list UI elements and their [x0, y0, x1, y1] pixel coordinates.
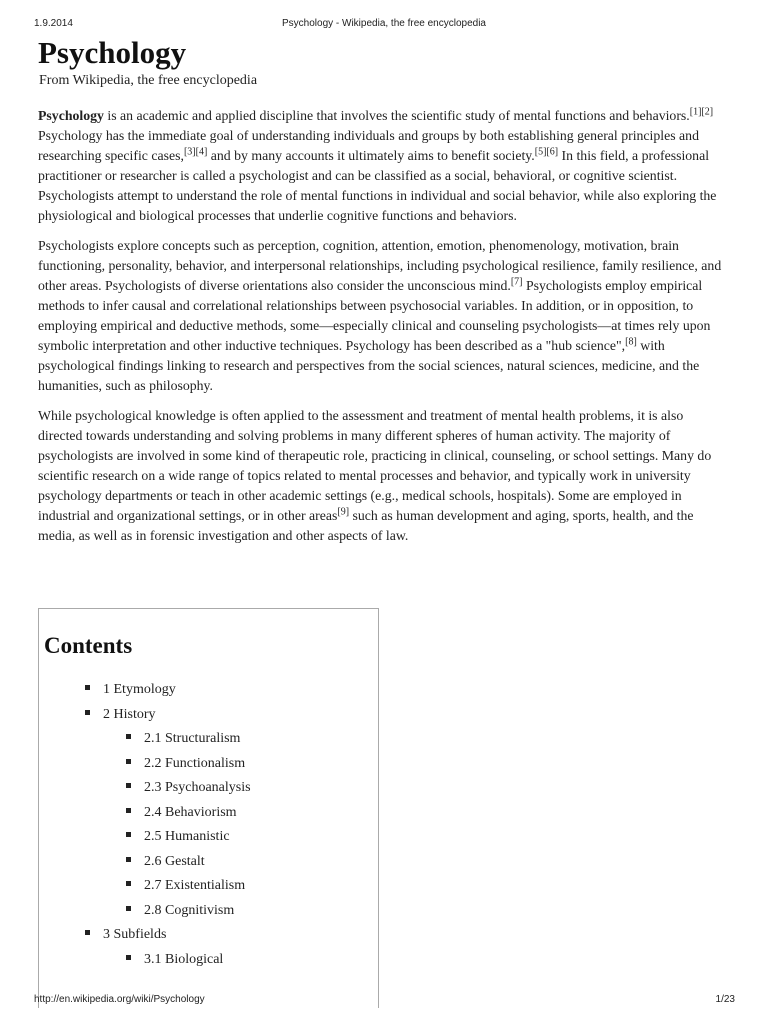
- print-page-number: 1/23: [715, 994, 735, 1005]
- page-tagline: From Wikipedia, the free encyclopedia: [39, 73, 258, 88]
- citation-link[interactable]: [9]: [337, 506, 350, 518]
- bullet-icon: [85, 710, 90, 715]
- toc-item-etymology[interactable]: 1 Etymology: [39, 678, 378, 703]
- table-of-contents: [38, 608, 379, 1008]
- bullet-icon: [126, 808, 131, 813]
- toc-item-existentialism[interactable]: 2.7 Existentialism: [39, 874, 378, 899]
- bullet-icon: [126, 955, 131, 960]
- citation-link[interactable]: [3][4]: [183, 146, 208, 158]
- bullet-icon: [126, 857, 131, 862]
- toc-item-history[interactable]: 2 History: [39, 703, 378, 728]
- bullet-icon: [126, 759, 131, 764]
- citation-link[interactable]: [7]: [510, 276, 523, 288]
- toc-item-biological[interactable]: 3.1 Biological: [39, 948, 378, 973]
- citation-link[interactable]: [1][2]: [689, 106, 714, 118]
- intro-paragraph-2: Psychologists explore concepts such as perception, cognition, attention, emotion, phenomenology, motivation, brain functioning, personality, behavior, and interpersonal relationships, including psychological resilience, family resilience, and other areas. Psychologists of diverse orientations also consider the unconscious mind.[7] Psychologists employ empirical methods to infer causal and correlational relationships between psychosocial variables. In addition, or in opposition, to employing empirical and deductive methods, some—especially clinical and counseling psychologists—at times rely upon symbolic interpretation and other inductive techniques. Psychology has been described as a "hub science",[8] with psychological findings linking to research and perspectives from the social sciences, natural sciences, medicine, and the humanities, such as philosophy.: [38, 238, 722, 393]
- bullet-icon: [85, 685, 90, 690]
- toc-list: [39, 678, 378, 972]
- bullet-icon: [126, 881, 131, 886]
- bullet-icon: [126, 734, 131, 739]
- toc-item-cognitivism[interactable]: 2.8 Cognitivism: [39, 899, 378, 924]
- toc-item-humanistic[interactable]: 2.5 Humanistic: [39, 825, 378, 850]
- page-title: Psychology: [38, 35, 187, 70]
- print-footer: [0, 994, 768, 1010]
- print-date: 1.9.2014: [34, 18, 73, 29]
- print-header: [0, 18, 768, 34]
- toc-item-subfields[interactable]: 3 Subfields: [39, 923, 378, 948]
- bold-term: Psychology: [38, 108, 104, 123]
- citation-link[interactable]: [5][6]: [534, 146, 559, 158]
- toc-title: Contents: [44, 633, 133, 658]
- toc-item-functionalism[interactable]: 2.2 Functionalism: [39, 752, 378, 777]
- bullet-icon: [126, 783, 131, 788]
- bullet-icon: [126, 906, 131, 911]
- print-page-title: Psychology - Wikipedia, the free encyclopedia: [282, 18, 486, 29]
- bullet-icon: [85, 930, 90, 935]
- intro-paragraph-3: While psychological knowledge is often applied to the assessment and treatment of mental health problems, it is also directed towards understanding and solving problems in many different spheres of human activity. The majority of psychologists are involved in some kind of therapeutic role, practicing in clinical, counseling, or school settings. Many do scientific research on a wide range of topics related to mental processes and behavior, and typically work in university psychology departments or teach in other academic settings (e.g., medical schools, hospitals). Some are employed in industrial and organizational settings, or in other areas[9] such as human development and aging, sports, health, and the media, as well as in forensic investigation and other aspects of law.: [38, 408, 712, 543]
- citation-link[interactable]: [8]: [625, 336, 637, 348]
- toc-item-psychoanalysis[interactable]: 2.3 Psychoanalysis: [39, 776, 378, 801]
- article-content: [38, 34, 730, 556]
- toc-item-structuralism[interactable]: 2.1 Structuralism: [39, 727, 378, 752]
- toc-item-gestalt[interactable]: 2.6 Gestalt: [39, 850, 378, 875]
- print-url: http://en.wikipedia.org/wiki/Psychology: [34, 994, 205, 1005]
- bullet-icon: [126, 832, 131, 837]
- intro-paragraph-1: Psychology is an academic and applied discipline that involves the scientific study of mental functions and behaviors.[1][2] Psychology has the immediate goal of understanding individuals and groups by both establishing general principles and researching specific cases,[3][4] and by many accounts it ultimately aims to benefit society.[5][6] In this field, a professional practitioner or researcher is called a psychologist and can be classified as a social, behavioral, or cognitive scientist. Psychologists attempt to understand the role of mental functions in individual and social behavior, while also exploring the physiological and biological processes that underlie cognitive functions and behaviors.: [38, 106, 717, 223]
- toc-item-behaviorism[interactable]: 2.4 Behaviorism: [39, 801, 378, 826]
